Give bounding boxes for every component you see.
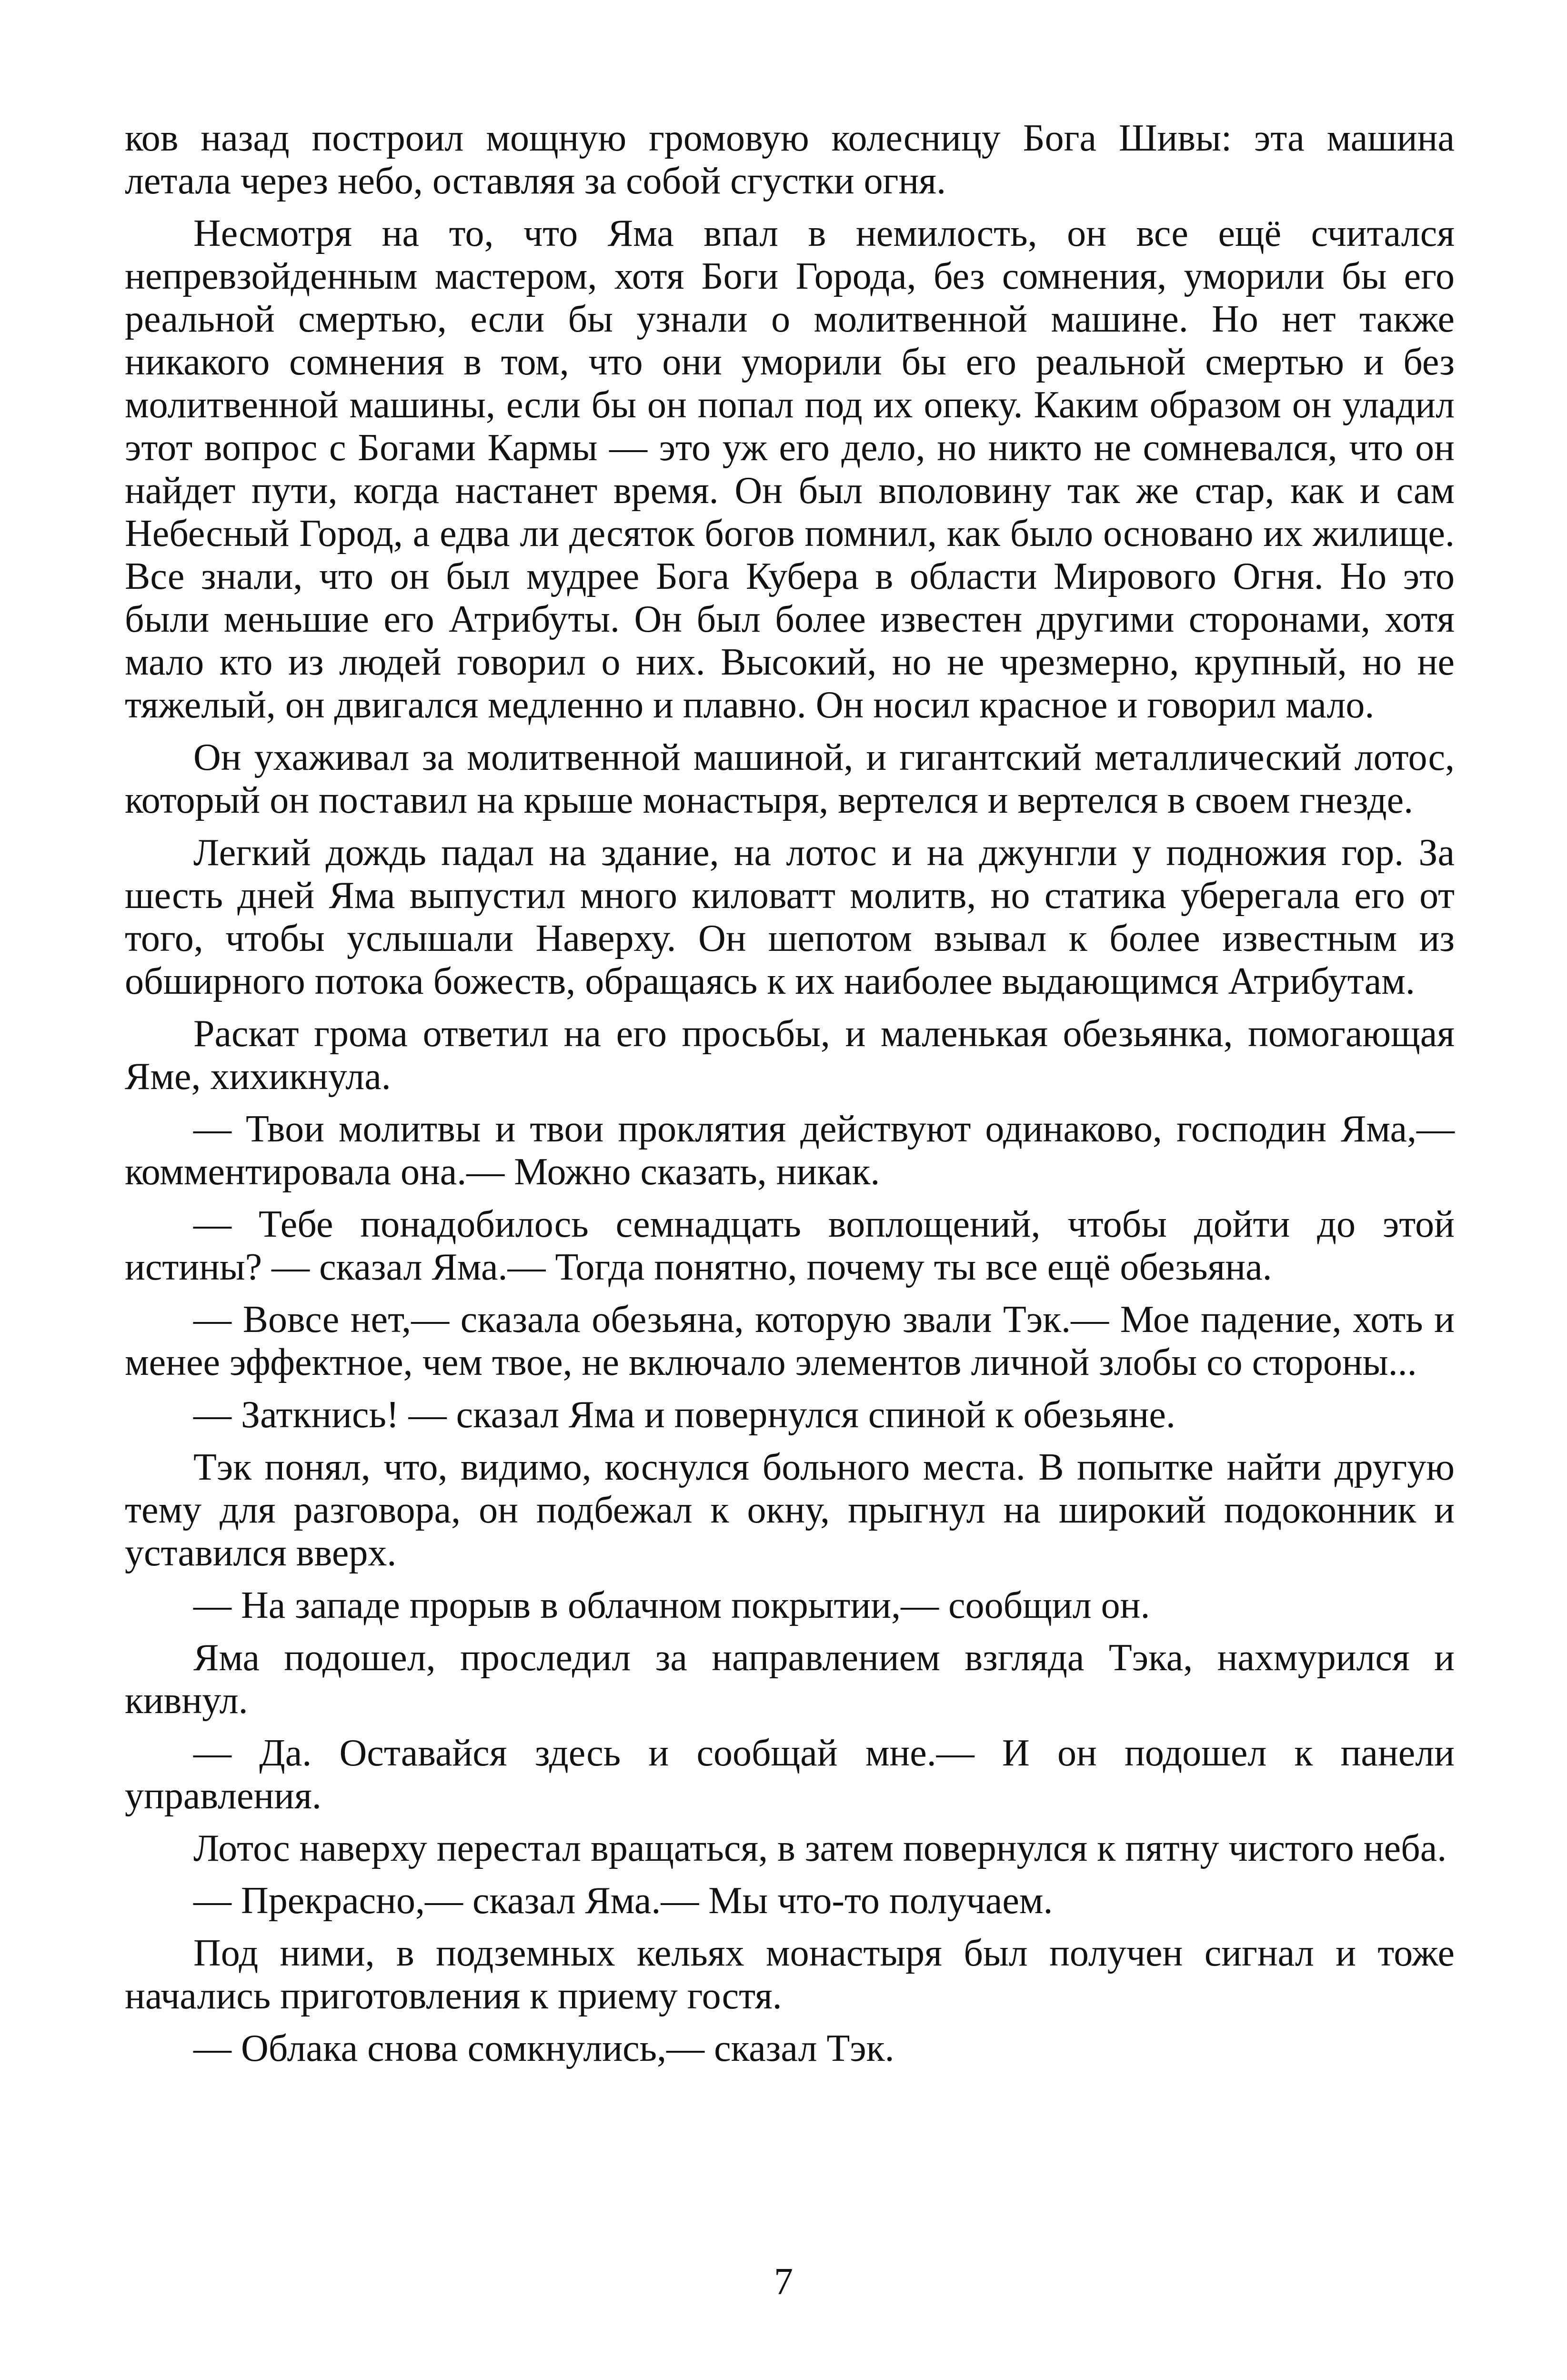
page-text	[125, 117, 1455, 2079]
paragraph: Тэк понял, что, видимо, коснулся больного места. В попытке найти другую тему для разговора, он подбежал к окну, прыгнул на широкий подоконник и уставился вверх.	[125, 1446, 1455, 1574]
paragraph: ков назад построил мощную громовую колесницу Бога Шивы: эта машина летала через небо, оставляя за собой сгустки огня.	[125, 117, 1455, 202]
paragraph: — Да. Оставайся здесь и сообщай мне.— И он подошел к панели управления.	[125, 1732, 1455, 1817]
paragraph: Под ними, в подземных кельях монастыря был получен сигнал и тоже начались приготовления к приему гостя.	[125, 1932, 1455, 2017]
paragraph: Лотос наверху перестал вращаться, в затем повернулся к пятну чистого неба.	[193, 1827, 1447, 1869]
paragraph: — Твои молитвы и твои проклятия действуют одинаково, господин Яма,— комментировала она.— Можно сказать, никак.	[125, 1108, 1455, 1193]
paragraph: — Вовсе нет,— сказала обезьяна, которую звали Тэк.— Мое падение, хоть и менее эффектное, чем твое, не включало элементов личной злобы со стороны...	[125, 1299, 1455, 1383]
paragraph: — Прекрасно,— сказал Яма.— Мы что-то получаем.	[193, 1880, 1053, 1922]
paragraph: — Тебе понадобилось семнадцать воплощений, чтобы дойти до этой истины? — сказал Яма.— Тогда понятно, почему ты все ещё обезьяна.	[125, 1203, 1455, 1288]
paragraph: Несмотря на то, что Яма впал в немилость, он все ещё считался непревзойденным мастером, хотя Боги Города, без сомнения, уморили бы его реальной смертью, если бы узнали о молитвенной машине. Но нет также никакого сомнения в том, что они уморили бы его реальной смертью и без молитвенной машины, если бы он попал под их опеку. Каким образом он уладил этот вопрос с Богами Кармы — это уж его дело, но никто не сомневался, что он найдет пути, когда настанет время. Он был вполовину так же стар, как и сам Небесный Город, а едва ли десяток богов помнил, как было основано их жилище. Все знали, что он был мудрее Бога Кубера в области Мирового Огня. Но это были меньшие его Атрибуты. Он был более известен другими сторонами, хотя мало кто из людей говорил о них. Высокий, но не чрезмерно, крупный, но не тяжелый, он двигался медленно и плавно. Он носил красное и говорил мало.	[125, 212, 1455, 726]
paragraph: — На западе прорыв в облачном покрытии,— сообщил он.	[193, 1584, 1150, 1626]
paragraph: — Заткнись! — сказал Яма и повернулся спиной к обезьяне.	[193, 1394, 1175, 1436]
paragraph: Раскат грома ответил на его просьбы, и маленькая обезьянка, помогающая Яме, хихикнула.	[125, 1013, 1455, 1098]
page-number: 7	[774, 2261, 793, 2303]
paragraph: Легкий дождь падал на здание, на лотос и на джунгли у подножия гор. За шесть дней Яма выпустил много киловатт молитв, но статика уберегала его от того, чтобы услышали Наверху. Он шепотом взывал к более известным из обширного потока божеств, обращаясь к их наиболее выдающимся Атрибутам.	[125, 832, 1455, 1002]
paragraph: Яма подошел, проследил за направлением взгляда Тэка, нахмурился и кивнул.	[125, 1637, 1455, 1722]
paragraph: Он ухаживал за молитвенной машиной, и гигантский металлический лотос, который он поставил на крыше монастыря, вертелся и вертелся в своем гнезде.	[125, 736, 1455, 821]
paragraph: — Облака снова сомкнулись,— сказал Тэк.	[193, 2027, 894, 2069]
